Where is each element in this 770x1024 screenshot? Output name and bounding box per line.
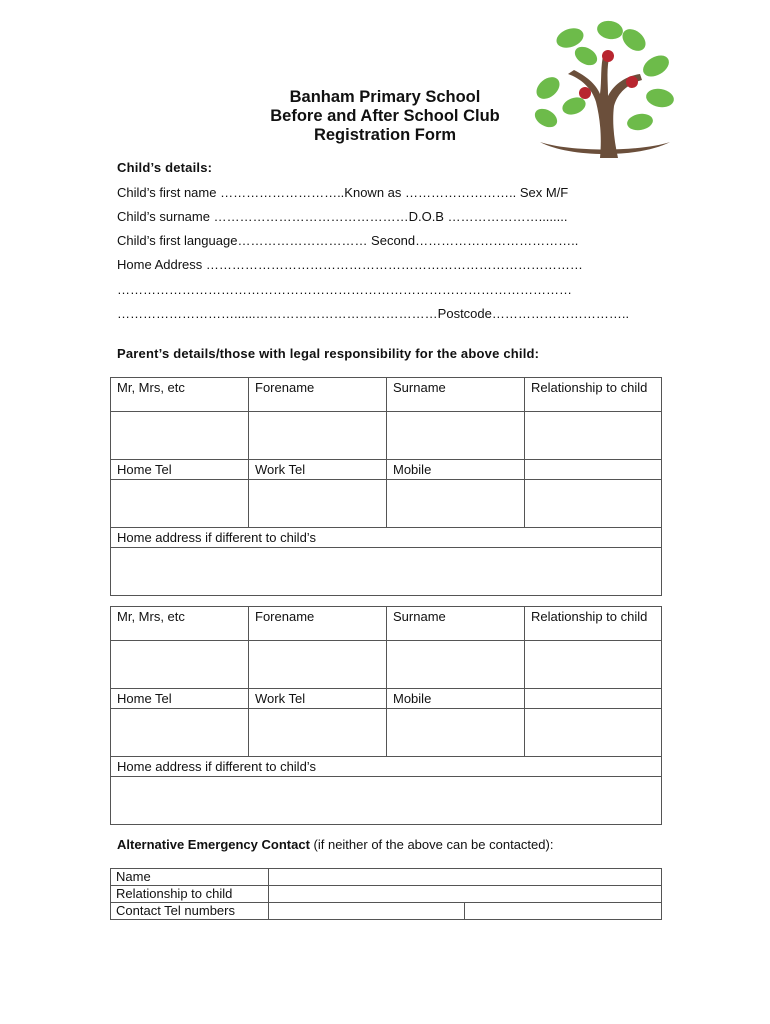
leaf [596,19,625,41]
empty-header-cell [525,689,662,709]
contact-tel-field-1[interactable] [269,903,465,920]
mobile-header: Mobile [387,689,525,709]
parent-2-table [110,606,662,825]
home-address-line-2[interactable]: …………………………………………………………………………………………… [117,282,572,297]
apple [626,76,638,88]
relationship-header: Relationship to child [525,378,662,412]
work-tel-field[interactable] [249,709,387,757]
work-tel-header: Work Tel [249,460,387,480]
leaf [572,43,601,69]
emergency-contact-table [110,868,662,920]
title-field[interactable] [111,641,249,689]
surname-field[interactable] [387,641,525,689]
extra-field[interactable] [525,480,662,528]
surname-header: Surname [387,378,525,412]
leaf [645,87,676,110]
mobile-header: Mobile [387,460,525,480]
work-tel-field[interactable] [249,480,387,528]
emergency-heading-bold: Alternative Emergency Contact [117,837,310,852]
leaf [626,112,654,132]
name-label: Name [111,869,269,886]
mobile-field[interactable] [387,480,525,528]
home-tel-header: Home Tel [111,460,249,480]
extra-field[interactable] [525,709,662,757]
relationship-field[interactable] [525,641,662,689]
surname-field[interactable] [387,412,525,460]
emergency-contact-heading [117,837,553,852]
name-field[interactable] [269,869,662,886]
club-name: Before and After School Club [270,107,500,125]
forename-header: Forename [249,378,387,412]
home-tel-field[interactable] [111,480,249,528]
home-address-line[interactable]: Home Address …………………………………………………………………………… [117,257,583,272]
child-language-line[interactable]: Child’s first language………………………… Second……………………………….. [117,233,579,248]
child-details-heading: Child’s details: [117,160,213,175]
relationship-field[interactable] [525,412,662,460]
apple [602,50,614,62]
form-title [200,88,570,145]
child-first-name-line[interactable]: Child’s first name ………………………..Known as …………………….. Sex M/F [117,185,569,200]
forename-header: Forename [249,607,387,641]
child-surname-line[interactable]: Child’s surname ………………………………………D.O.B …………………........ [117,209,568,224]
mobile-field[interactable] [387,709,525,757]
apple [579,87,591,99]
leaf [639,51,672,81]
relationship-label: Relationship to child [111,886,269,903]
home-tel-field[interactable] [111,709,249,757]
emergency-heading-note: (if neither of the above can be contacted): [309,837,554,852]
title-field[interactable] [111,412,249,460]
empty-header-cell [525,460,662,480]
forename-field[interactable] [249,412,387,460]
surname-header: Surname [387,607,525,641]
home-tel-header: Home Tel [111,689,249,709]
form-name: Registration Form [313,126,457,144]
parents-details-heading: Parent’s details/those with legal responsibility for the above child: [117,346,540,361]
title-header: Mr, Mrs, etc [111,607,249,641]
home-address-field[interactable] [111,777,662,825]
forename-field[interactable] [249,641,387,689]
postcode-line[interactable]: ………………………......……………………………………Postcode………………………….. [117,306,630,321]
home-address-header: Home address if different to child’s [111,757,662,777]
relationship-field[interactable] [269,886,662,903]
work-tel-header: Work Tel [249,689,387,709]
contact-tel-label: Contact Tel numbers [111,903,269,920]
parent-1-table [110,377,662,596]
home-address-field[interactable] [111,548,662,596]
leaf [618,25,649,56]
contact-tel-field-2[interactable] [465,903,662,920]
relationship-header: Relationship to child [525,607,662,641]
home-address-header: Home address if different to child’s [111,528,662,548]
title-header: Mr, Mrs, etc [111,378,249,412]
school-name: Banham Primary School [289,88,481,106]
